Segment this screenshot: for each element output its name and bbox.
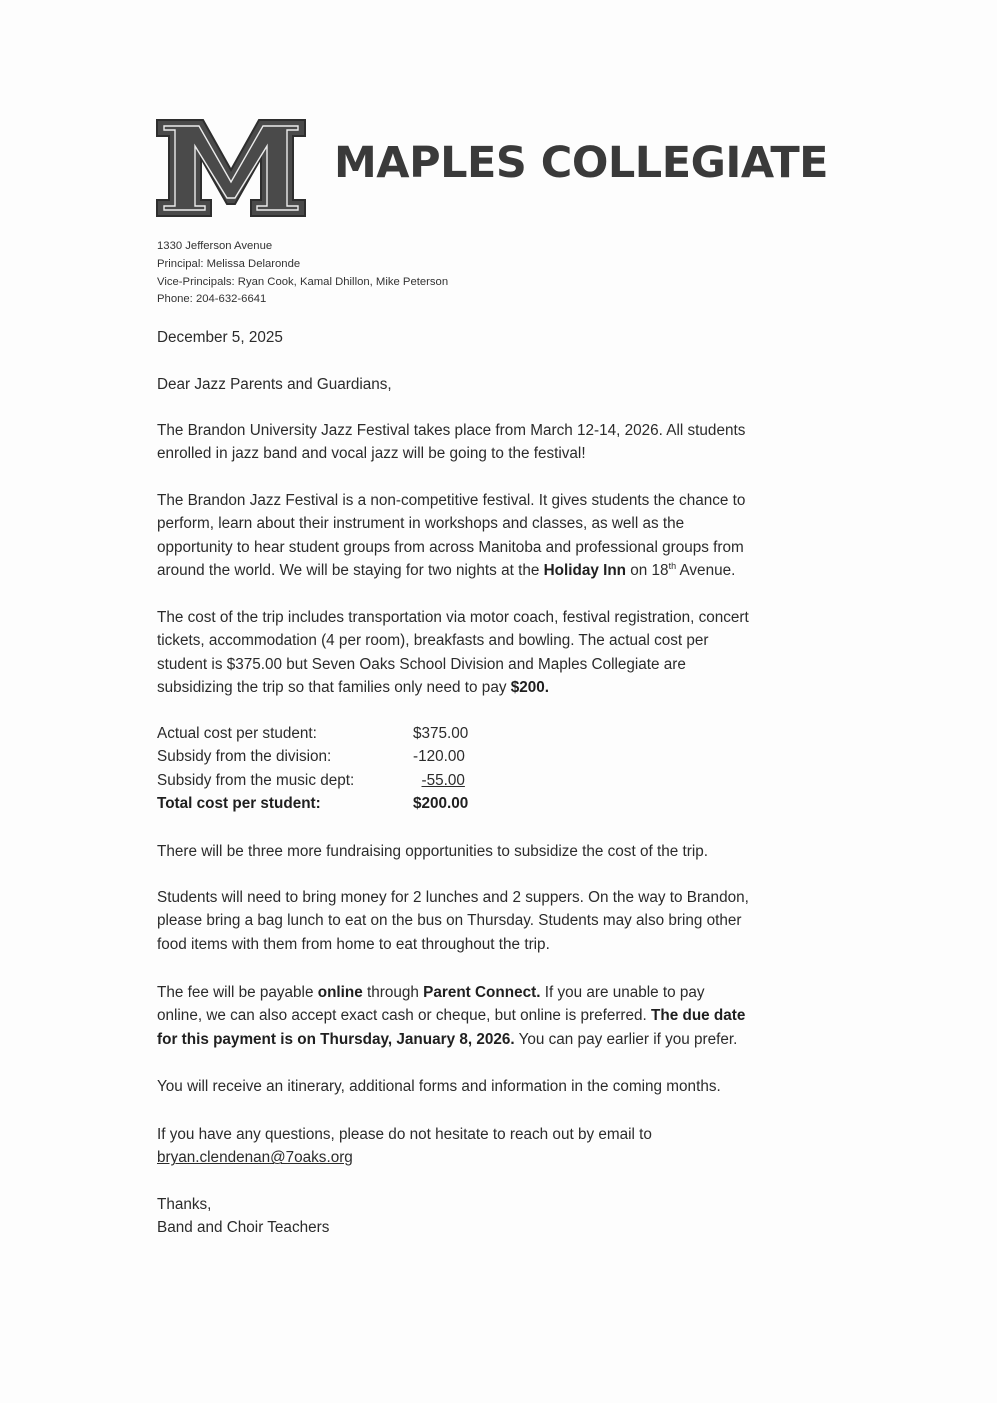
cost-label: Actual cost per student: [157,725,317,742]
paragraph-line [157,1146,827,1169]
due-date-text: for this payment is on Thursday, January 8, 2026. [157,1030,515,1048]
paragraph-line: The Brandon Jazz Festival is a non-competitive festival. It gives students the chance to [157,492,746,509]
cost-amount: $375.00 [413,725,469,742]
paragraph-line: The cost of the trip includes transportation via motor coach, festival registration, concert [157,609,749,626]
cost-amount-cell [413,769,468,792]
paragraph-line [157,981,827,1004]
text-span: around the world. We will be staying for two nights at the [157,562,544,580]
principal-line: Principal: Melissa Delaronde [157,257,301,270]
text-span: The fee will be payable [157,984,318,1001]
phone-line: Phone: 204-632-6641 [157,293,267,306]
paragraph-fundraising [157,840,827,863]
text-span: If you are unable to pay [540,984,705,1001]
paragraph-contact [157,1123,827,1170]
salutation-text: Dear Jazz Parents and Guardians, [157,376,392,393]
paragraph-line: tickets, accommodation (4 per room), breakfasts and bowling. The actual cost per [157,632,709,650]
paragraph-itinerary [157,1075,827,1098]
paragraph-festival-dates [157,419,827,466]
paragraph-payment [157,981,827,1051]
cost-amount: -55.00 [421,771,465,789]
text-span: You can pay earlier if you prefer. [514,1030,738,1048]
cost-amount: $200.00 [413,795,469,813]
table-row-total [157,792,468,815]
school-address [157,238,448,309]
m-logo-icon [155,118,307,218]
paragraph-line: Students will need to bring money for 2 lunches and 2 suppers. On the way to Brandon, [157,889,749,906]
closing-text: Thanks, [157,1196,212,1213]
paragraph-line [157,676,827,699]
text-span: through [362,984,424,1001]
letter-date [157,326,827,349]
paragraph-line: enrolled in jazz band and vocal jazz will be going to the festival! [157,445,586,463]
signature-text: Band and Choir Teachers [157,1219,330,1237]
table-row [157,745,468,768]
paragraph-line: student is $375.00 but Seven Oaks School Division and Maples Collegiate are [157,655,686,673]
hotel-name: Holiday Inn [543,562,627,580]
payment-portal: Parent Connect. [423,984,541,1001]
cost-label: Subsidy from the division: [157,748,332,766]
address-line: 1330 Jefferson Avenue [157,240,273,252]
table-row [157,769,468,792]
table-row [157,722,468,745]
school-logo [155,118,307,218]
paragraph-line: If you have any questions, please do not hesitate to reach out by email to [157,1126,652,1143]
cost-label: Total cost per student: [157,795,321,813]
vice-principals-line: Vice-Principals: Ryan Cook, Kamal Dhillon, Mike Peterson [157,275,449,288]
text-span: Avenue. [676,562,736,580]
family-cost-amount: $200. [510,679,550,697]
contact-email-link[interactable]: bryan.clendenan@7oaks.org [157,1149,353,1167]
paragraph-festival-description [157,489,827,583]
cost-breakdown-table [157,722,468,816]
ordinal-suffix: th [668,561,677,572]
paragraph-line: food items with them from home to eat throughout the trip. [157,935,550,953]
cost-label: Subsidy from the music dept: [157,771,355,789]
text-span: online, we can also accept exact cash or cheque, but online is preferred. [157,1007,652,1025]
paragraph-line: The Brandon University Jazz Festival takes place from March 12-14, 2026. All students [157,422,746,439]
text-span: subsidizing the trip so that families only need to pay [157,679,511,697]
school-name: MAPLES COLLEGIATE [334,138,829,188]
paragraph-meals [157,886,827,956]
paragraph-line [157,559,827,582]
date-text: December 5, 2025 [157,329,283,346]
paragraph-line: please bring a bag lunch to eat on the bus on Thursday. Students may also bring other [157,912,742,930]
due-date-label: The due date [651,1007,746,1025]
cost-amount: -120.00 [413,748,465,766]
closing [157,1193,827,1240]
paragraph-line: You will receive an itinerary, additional forms and information in the coming months. [157,1078,721,1095]
paragraph-trip-cost [157,606,827,700]
paragraph-line: There will be three more fundraising opportunities to subsidize the cost of the trip. [157,843,708,860]
text-span: on 18 [626,562,669,580]
paragraph-line [157,1004,827,1027]
paragraph-line [157,1028,827,1051]
payment-method: online [317,984,363,1001]
paragraph-line: opportunity to hear student groups from across Manitoba and professional groups from [157,538,744,556]
salutation [157,373,827,396]
paragraph-line: perform, learn about their instrument in workshops and classes, as well as the [157,515,685,533]
